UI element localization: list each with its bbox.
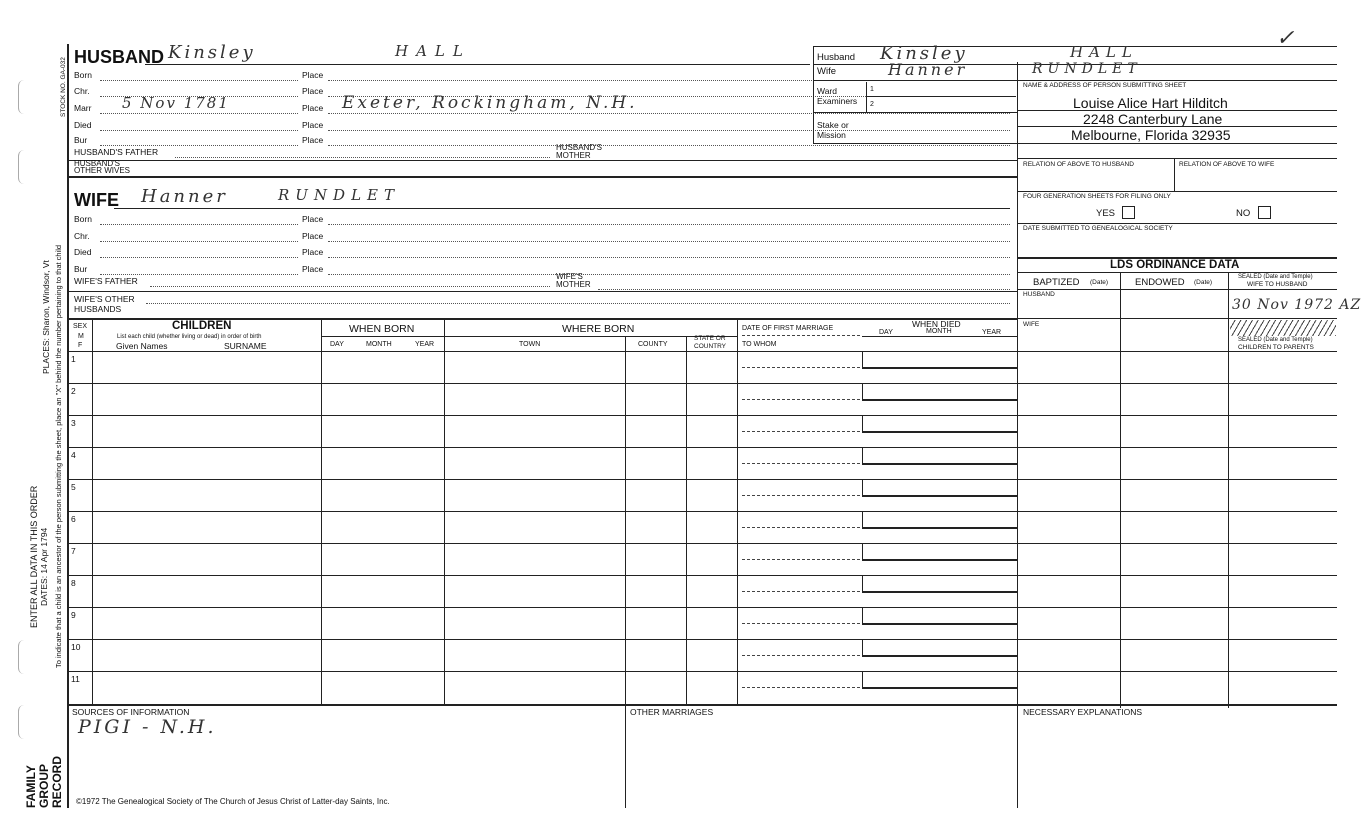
marriage-date-dash <box>742 655 860 656</box>
other-marriages-label: OTHER MARRIAGES <box>630 707 714 717</box>
child-row-number: 5 <box>71 482 76 492</box>
husband-died-label: Died <box>74 120 92 130</box>
divider <box>1018 272 1337 273</box>
divider <box>1018 158 1337 159</box>
marriage-date-dash <box>742 527 860 528</box>
wife-given-name[interactable]: Hanner <box>141 186 228 207</box>
town-label: TOWN <box>519 341 541 348</box>
hatched-cell <box>1230 320 1336 336</box>
necessary-explanations-label: NECESSARY EXPLANATIONS <box>1023 707 1143 717</box>
husband-bur-place-label: Place <box>302 135 324 145</box>
child-row-number: 2 <box>71 386 76 396</box>
yes-label: YES <box>1096 208 1116 219</box>
form-title-family: FAMILY <box>24 765 38 808</box>
child-row[interactable] <box>68 351 1337 383</box>
sex-m-label: M <box>78 333 84 340</box>
marriage-date-dash <box>742 591 860 592</box>
husband-chr-place-label: Place <box>302 86 324 96</box>
child-row-number: 3 <box>71 418 76 428</box>
child-row-number: 1 <box>71 354 76 364</box>
marriage-date-dash <box>742 431 860 432</box>
examiner-1-line[interactable] <box>866 96 1016 97</box>
divider <box>1018 143 1337 144</box>
wife-died-line[interactable] <box>100 257 298 258</box>
to-whom-label: TO WHOM <box>742 341 777 348</box>
born-day-label: DAY <box>330 341 344 348</box>
wife-mother-line[interactable] <box>598 289 1010 290</box>
sealed-wife-label-1: SEALED (Date and Temple) <box>1238 274 1313 280</box>
wife-mother-label-2: MOTHER <box>556 280 591 289</box>
child-row-number: 6 <box>71 514 76 524</box>
where-born-label: WHERE BORN <box>562 323 635 335</box>
state-label-1: STATE OR <box>694 335 726 342</box>
baptized-date-label: (Date) <box>1090 279 1109 286</box>
when-died-line <box>862 367 1017 369</box>
baptized-label: BAPTIZED <box>1033 277 1080 288</box>
when-died-bracket <box>862 575 863 591</box>
check-mark: ✓ <box>1276 26 1298 51</box>
marriage-date-dash <box>742 367 860 368</box>
wife-chr-place-label: Place <box>302 231 324 241</box>
wife-other-husbands-label-2: HUSBANDS <box>74 304 122 314</box>
relation-wife-label: RELATION OF ABOVE TO WIFE <box>1179 161 1275 168</box>
state-label-2: COUNTRY <box>694 343 727 350</box>
child-row[interactable] <box>68 383 1337 415</box>
died-day-label: DAY <box>879 329 893 336</box>
surname-label: SURNAME <box>224 341 267 351</box>
husband-died-place-label: Place <box>302 120 324 130</box>
dates-instruction: DATES: 14 Apr 1794 <box>39 527 49 606</box>
divider <box>1018 223 1337 224</box>
header-husband-given[interactable]: Kinsley <box>880 43 968 64</box>
when-died-label: WHEN DIED <box>912 319 961 329</box>
stake-label-1: Stake or <box>817 120 849 130</box>
submitter-street[interactable]: 2248 Canterbury Lane <box>1083 111 1223 127</box>
divider <box>1174 158 1175 191</box>
husband-died-place-line[interactable] <box>328 130 1010 131</box>
divider <box>862 336 1017 337</box>
husband-marr-line <box>100 113 298 114</box>
husband-marr-place-line <box>328 113 1010 114</box>
no-checkbox[interactable] <box>1258 206 1271 219</box>
ward-label: Ward <box>817 86 837 96</box>
examiner-2-label: 2 <box>870 101 874 108</box>
divider <box>321 336 444 337</box>
form-title-record: RECORD <box>50 755 64 808</box>
child-row-number: 8 <box>71 578 76 588</box>
sex-label: SEX <box>73 323 88 330</box>
enter-order-instruction: ENTER ALL DATA IN THIS ORDER <box>29 485 39 628</box>
header-wife-given[interactable]: Hanner <box>888 60 968 79</box>
wife-died-label: Died <box>74 247 92 257</box>
wife-born-place-line[interactable] <box>328 224 1010 225</box>
lds-husband-row-label: HUSBAND <box>1023 291 1055 298</box>
child-row[interactable] <box>68 639 1337 671</box>
husband-name-line <box>145 64 810 65</box>
stock-number: STOCK NO. GA-032 <box>60 57 67 117</box>
endowed-date-label: (Date) <box>1194 279 1213 286</box>
when-born-label: WHEN BORN <box>349 323 415 335</box>
husband-father-line[interactable] <box>175 157 550 158</box>
wife-died-place-label: Place <box>302 247 324 257</box>
when-died-bracket <box>862 607 863 623</box>
wife-surname[interactable]: RUNDLET <box>278 186 401 204</box>
husband-marr-place[interactable]: Exeter, Rockingham, N.H. <box>342 93 638 113</box>
husband-born-line[interactable] <box>100 80 298 81</box>
husband-marr-place-label: Place <box>302 103 324 113</box>
when-died-line <box>862 463 1017 465</box>
when-died-bracket <box>862 479 863 495</box>
wife-born-line[interactable] <box>100 224 298 225</box>
sealed-children-label-1: SEALED (Date and Temple) <box>1238 337 1313 343</box>
binder-hole <box>18 150 24 184</box>
child-row[interactable] <box>68 575 1337 607</box>
child-row[interactable] <box>68 479 1337 511</box>
date-submitted-label: DATE SUBMITTED TO GENEALOGICAL SOCIETY <box>1023 225 1173 232</box>
child-row-number: 9 <box>71 610 76 620</box>
children-note: List each child (whether living or dead) in order of birth <box>117 334 262 340</box>
wife-bur-line[interactable] <box>100 274 298 275</box>
wife-bur-label: Bur <box>74 264 88 274</box>
husband-given-name[interactable]: Kinsley <box>168 42 256 63</box>
endowed-label: ENDOWED <box>1135 277 1185 288</box>
when-died-line <box>862 559 1017 561</box>
when-died-line <box>862 399 1017 401</box>
when-died-line <box>862 495 1017 497</box>
when-died-line <box>862 591 1017 593</box>
examiner-1-label: 1 <box>870 86 874 93</box>
submitter-name[interactable]: Louise Alice Hart Hilditch <box>1073 95 1228 111</box>
child-row[interactable] <box>68 671 1337 703</box>
when-died-bracket <box>862 543 863 559</box>
when-died-bracket <box>862 671 863 687</box>
wife-died-place-line[interactable] <box>328 257 1010 258</box>
husband-born-place-label: Place <box>302 70 324 80</box>
died-year-label: YEAR <box>982 329 1002 336</box>
four-gen-label: FOUR GENERATION SHEETS FOR FILING ONLY <box>1023 193 1171 200</box>
header-husband-label: Husband <box>817 52 856 63</box>
wife-mother-label-1: WIFE'S <box>556 272 583 281</box>
wife-other-husbands-label-1: WIFE'S OTHER <box>74 294 135 304</box>
husband-father-label: HUSBAND'S FATHER <box>74 147 159 157</box>
husband-marr-date[interactable]: 5 Nov 1781 <box>122 94 230 112</box>
when-died-line <box>862 623 1017 625</box>
husband-mother-label-2: MOTHER <box>556 151 591 160</box>
marriage-date-dash <box>742 687 860 688</box>
when-died-bracket <box>862 351 863 367</box>
marriage-date-dash <box>742 623 860 624</box>
county-label: COUNTY <box>638 341 668 348</box>
child-row-number: 7 <box>71 546 76 556</box>
divider <box>68 176 1017 178</box>
when-died-bracket <box>862 511 863 527</box>
ancestor-instruction: To indicate that a child is an ancestor of the person submitting the sheet, place an "X" behind the number pertaining to that child <box>54 244 63 668</box>
wife-chr-label: Chr. <box>74 231 90 241</box>
born-month-label: MONTH <box>366 341 392 348</box>
husband-other-wives-label-2: OTHER WIVES <box>74 166 131 175</box>
marriage-date-dash <box>742 399 860 400</box>
copyright: ©1972 The Genealogical Society of The Church of Jesus Christ of Latter-day Saints, Inc. <box>76 797 390 806</box>
husband-marr-label: Marr <box>74 103 92 113</box>
wife-chr-line[interactable] <box>100 241 298 242</box>
when-died-line <box>862 527 1017 529</box>
wife-born-place-label: Place <box>302 214 324 224</box>
lds-title: LDS ORDINANCE DATA <box>1110 259 1240 271</box>
child-row[interactable] <box>68 415 1337 447</box>
first-marriage-label: DATE OF FIRST MARRIAGE <box>742 325 834 332</box>
wife-heading: WIFE <box>74 190 119 210</box>
born-year-label: YEAR <box>415 341 435 348</box>
when-died-bracket <box>862 383 863 399</box>
when-died-bracket <box>862 447 863 463</box>
husband-born-label: Born <box>74 70 92 80</box>
header-husband-surname[interactable]: HALL <box>1070 43 1138 61</box>
divider <box>1018 318 1337 319</box>
divider <box>1018 289 1337 290</box>
child-row-number: 4 <box>71 450 76 460</box>
child-row[interactable] <box>68 447 1337 479</box>
submitter-label: NAME & ADDRESS OF PERSON SUBMITTING SHEET <box>1023 82 1187 89</box>
children-table-bottom <box>68 704 1337 706</box>
no-label: NO <box>1236 208 1251 219</box>
husband-chr-label: Chr. <box>74 86 90 96</box>
given-names-label: Given Names <box>116 341 168 351</box>
sex-f-label: F <box>78 342 83 349</box>
sources-label: SOURCES OF INFORMATION <box>72 707 190 717</box>
when-died-bracket <box>862 415 863 431</box>
wife-chr-place-line[interactable] <box>328 241 1010 242</box>
wife-born-label: Born <box>74 214 92 224</box>
binder-hole <box>18 80 24 114</box>
divider <box>866 82 867 112</box>
form-title-group: GROUP <box>37 763 51 808</box>
sealed-children-label-2: CHILDREN TO PARENTS <box>1238 344 1314 351</box>
marriage-date-dash <box>742 335 860 336</box>
when-died-line <box>862 687 1017 689</box>
header-wife-label: Wife <box>817 66 836 77</box>
child-row[interactable] <box>68 543 1337 575</box>
died-month-label: MONTH <box>926 328 952 335</box>
divider <box>68 160 1017 161</box>
relation-husband-label: RELATION OF ABOVE TO HUSBAND <box>1023 161 1134 168</box>
husband-other-wives-label-1: HUSBAND'S <box>74 159 120 168</box>
wife-other-husbands-line[interactable] <box>146 303 1010 304</box>
binder-hole <box>18 705 24 739</box>
when-died-line <box>862 655 1017 657</box>
husband-died-line[interactable] <box>100 130 298 131</box>
marriage-date-dash <box>742 463 860 464</box>
submitter-city[interactable]: Melbourne, Florida 32935 <box>1071 127 1231 143</box>
child-row[interactable] <box>68 607 1337 639</box>
husband-surname[interactable]: HALL <box>395 42 471 60</box>
wife-father-line[interactable] <box>150 286 550 287</box>
lds-wife-row-label: WIFE <box>1023 321 1040 328</box>
wife-father-label: WIFE'S FATHER <box>74 276 138 286</box>
child-row-number: 10 <box>71 642 81 652</box>
child-row[interactable] <box>68 511 1337 543</box>
binder-hole <box>18 640 24 674</box>
sources-value[interactable]: PIGI - N.H. <box>78 716 217 738</box>
sealed-wife-value[interactable]: 30 Nov 1972 AZ <box>1232 297 1361 313</box>
husband-bur-place-line[interactable] <box>328 145 1010 146</box>
husband-bur-label: Bur <box>74 135 88 145</box>
when-died-bracket <box>862 639 863 655</box>
header-box-left <box>813 46 814 144</box>
husband-mother-label-1: HUSBAND'S <box>556 143 602 152</box>
marriage-date-dash <box>742 559 860 560</box>
wife-name-line <box>114 208 1010 209</box>
divider <box>1018 191 1337 192</box>
header-wife-surname[interactable]: RUNDLET <box>1032 61 1142 77</box>
sealed-wife-label-2: WIFE TO HUSBAND <box>1247 281 1308 288</box>
husband-heading: HUSBAND <box>74 47 164 67</box>
examiners-label: Examiners <box>817 96 858 106</box>
yes-checkbox[interactable] <box>1122 206 1135 219</box>
wife-bur-place-label: Place <box>302 264 324 274</box>
husband-bur-line[interactable] <box>100 145 298 146</box>
divider <box>68 291 1017 292</box>
places-instruction: PLACES: Sharon, Windsor, Vt <box>41 260 51 374</box>
stake-label-2: Mission <box>817 130 846 140</box>
marriage-date-dash <box>742 495 860 496</box>
divider <box>813 112 1017 113</box>
child-row-number: 11 <box>71 674 80 684</box>
children-title: CHILDREN <box>172 320 232 332</box>
divider <box>813 80 1337 81</box>
when-died-line <box>862 431 1017 433</box>
divider <box>813 143 1017 144</box>
wife-bur-place-line[interactable] <box>328 274 1010 275</box>
